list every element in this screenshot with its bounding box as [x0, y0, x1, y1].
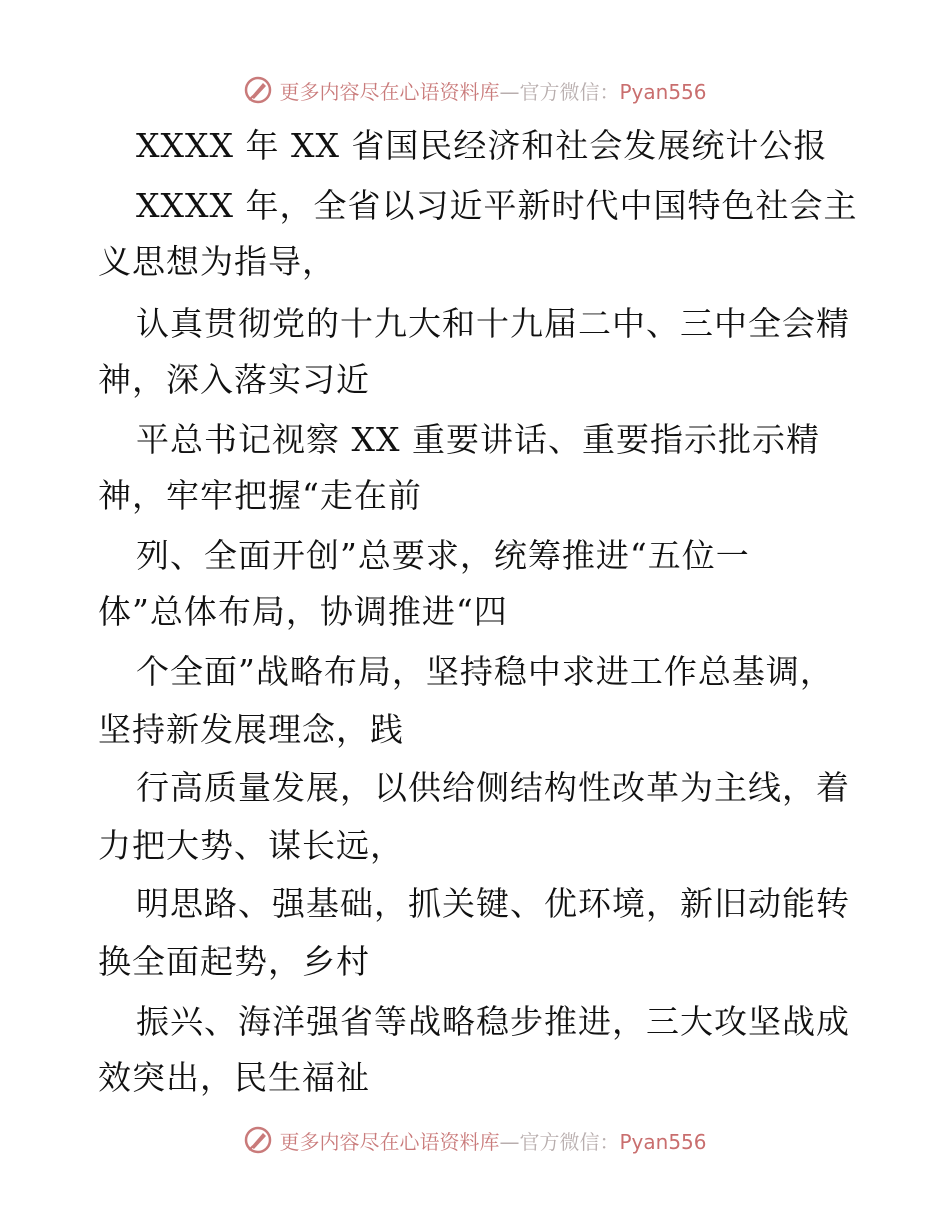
paragraph-line: 振兴、海洋强省等战略稳步推进，三大攻坚战成	[136, 1002, 850, 1041]
paragraph-line: 坚持新发展理念，践	[98, 710, 404, 749]
paragraph-line: 力把大势、谋长远，	[98, 826, 404, 865]
paragraph-line: 神，牢牢把握“走在前	[98, 476, 422, 515]
footer-watermark	[0, 1122, 950, 1158]
document-title: XXXX 年 XX 省国民经济和社会发展统计公报	[136, 126, 828, 165]
paragraph-line: 体”总体布局，协调推进“四	[98, 592, 508, 631]
paragraph-line: 效突出，民生福祉	[98, 1058, 370, 1097]
watermark-wechat-label: —官方微信：	[499, 1129, 620, 1154]
paragraph-line: 列、全面开创”总要求，统筹推进“五位一	[136, 536, 750, 575]
paragraph-line: 行高质量发展，以供给侧结构性改革为主线，着	[136, 768, 850, 807]
watermark-text	[279, 76, 706, 105]
paragraph-line: 义思想为指导，	[98, 242, 336, 281]
paragraph-line: 神，深入落实习近	[98, 360, 370, 399]
paragraph-line: 换全面起势，乡村	[98, 942, 370, 981]
header-watermark	[0, 72, 950, 108]
quill-logo-icon	[243, 75, 273, 105]
watermark-text	[279, 1126, 706, 1155]
watermark-wechat-id: Pyan556	[619, 79, 707, 104]
watermark-wechat-id: Pyan556	[619, 1129, 707, 1154]
paragraph-line: 明思路、强基础，抓关键、优环境，新旧动能转	[136, 884, 850, 923]
watermark-wechat-label: —官方微信：	[499, 79, 620, 104]
paragraph-line: XXXX 年，全省以习近平新时代中国特色社会主	[136, 186, 858, 225]
paragraph-line: 平总书记视察 XX 重要讲话、重要指示批示精	[136, 420, 820, 459]
paragraph-line: 个全面”战略布局，坚持稳中求进工作总基调，	[136, 652, 834, 691]
watermark-lead: 更多内容尽在心语资料库	[279, 1129, 500, 1154]
watermark-lead: 更多内容尽在心语资料库	[279, 79, 500, 104]
paragraph-line: 认真贯彻党的十九大和十九届二中、三中全会精	[136, 304, 850, 343]
quill-logo-icon	[243, 1125, 273, 1155]
